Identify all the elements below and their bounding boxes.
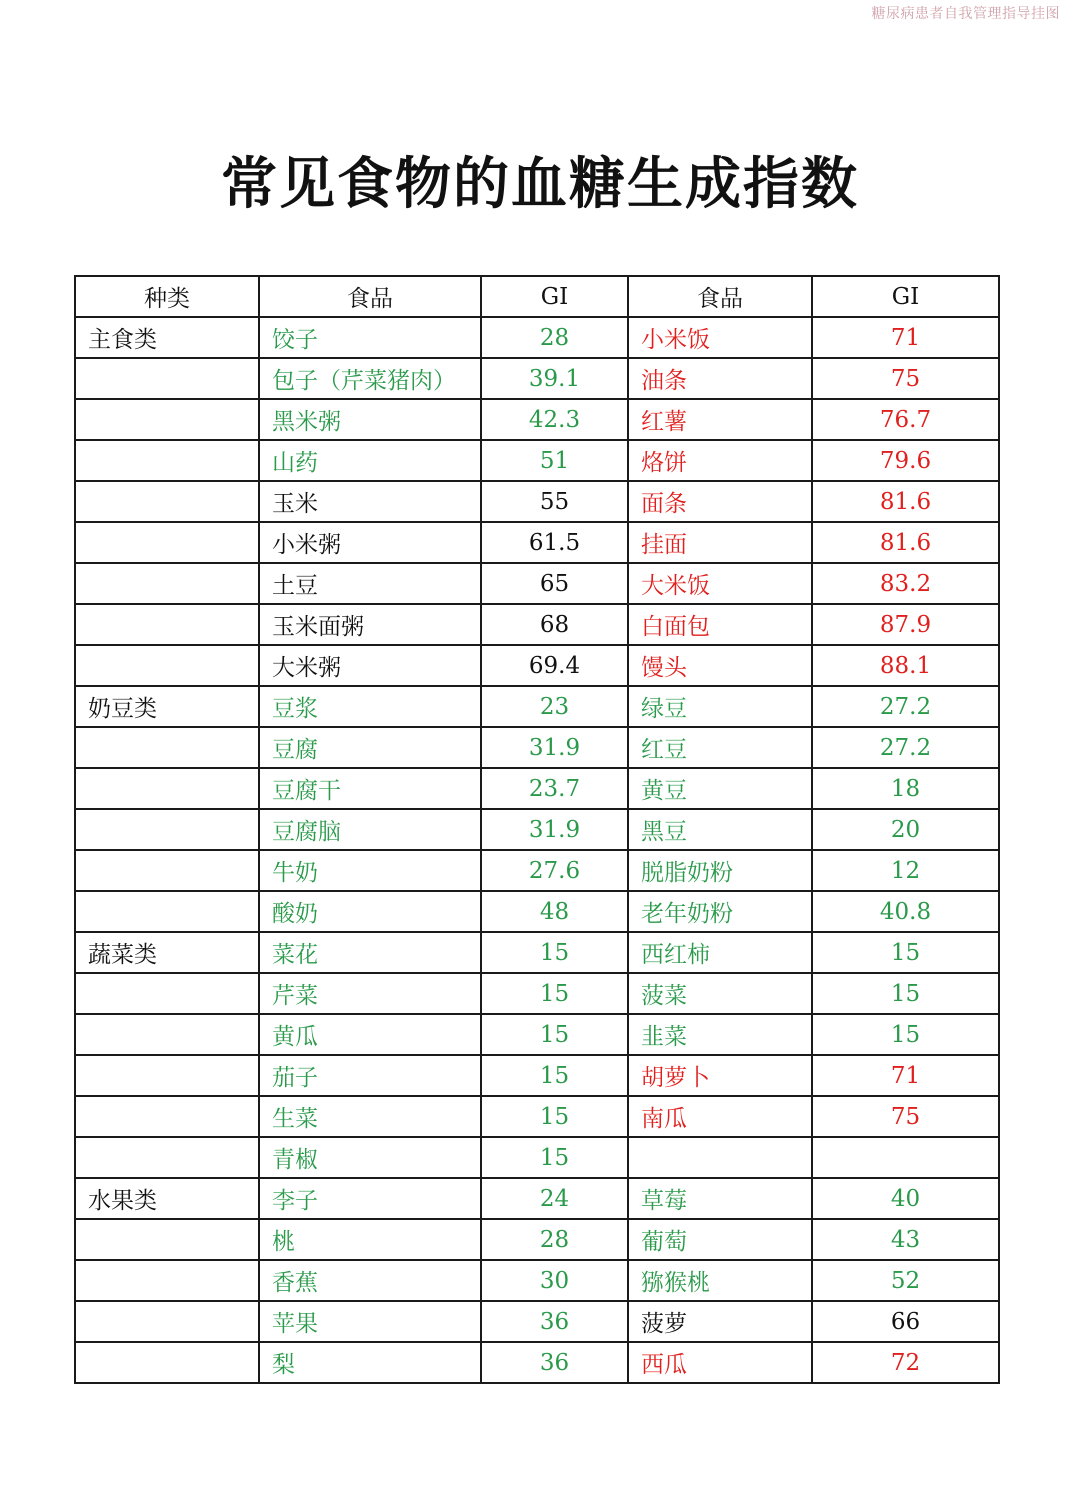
- food-cell: 李子: [259, 1178, 481, 1219]
- table-row: [75, 645, 999, 686]
- gi-value-cell: 20: [812, 809, 999, 850]
- food-cell: 豆腐: [259, 727, 481, 768]
- food-cell: 油条: [628, 358, 812, 399]
- gi-value-cell: 71: [812, 1055, 999, 1096]
- gi-value-cell: 28: [481, 317, 628, 358]
- gi-value-cell: 30: [481, 1260, 628, 1301]
- food-cell: 梨: [259, 1342, 481, 1383]
- gi-value-cell: 43: [812, 1219, 999, 1260]
- food-cell: 菠萝: [628, 1301, 812, 1342]
- gi-value-cell: 27.2: [812, 727, 999, 768]
- category-cell: [75, 399, 259, 440]
- gi-value-cell: 68: [481, 604, 628, 645]
- table-header-row: [75, 276, 999, 317]
- food-cell: 包子（芹菜猪肉）: [259, 358, 481, 399]
- food-cell: 豆腐脑: [259, 809, 481, 850]
- column-header-food-1: 食品: [259, 276, 481, 317]
- gi-value-cell: 24: [481, 1178, 628, 1219]
- gi-value-cell: 23.7: [481, 768, 628, 809]
- category-cell: [75, 563, 259, 604]
- food-cell: 山药: [259, 440, 481, 481]
- category-cell: [75, 1260, 259, 1301]
- food-cell: 挂面: [628, 522, 812, 563]
- gi-value-cell: 81.6: [812, 522, 999, 563]
- food-cell: 老年奶粉: [628, 891, 812, 932]
- food-cell: 西瓜: [628, 1342, 812, 1383]
- food-cell: 脱脂奶粉: [628, 850, 812, 891]
- gi-value-cell: 28: [481, 1219, 628, 1260]
- table-row: [75, 727, 999, 768]
- food-cell: 玉米: [259, 481, 481, 522]
- food-cell: 大米饭: [628, 563, 812, 604]
- column-header-gi-1: GI: [481, 276, 628, 317]
- category-cell: [75, 1014, 259, 1055]
- table-row: [75, 1014, 999, 1055]
- table-row: [75, 1096, 999, 1137]
- category-cell: [75, 1342, 259, 1383]
- food-cell: [628, 1137, 812, 1178]
- table-row: [75, 1260, 999, 1301]
- gi-value-cell: 42.3: [481, 399, 628, 440]
- food-cell: 土豆: [259, 563, 481, 604]
- gi-value-cell: 75: [812, 1096, 999, 1137]
- category-cell: [75, 1219, 259, 1260]
- food-cell: 黄瓜: [259, 1014, 481, 1055]
- table-row: [75, 973, 999, 1014]
- gi-value-cell: 15: [812, 1014, 999, 1055]
- table-row: [75, 522, 999, 563]
- food-cell: 小米粥: [259, 522, 481, 563]
- gi-value-cell: 79.6: [812, 440, 999, 481]
- table-row: [75, 932, 999, 973]
- food-cell: 白面包: [628, 604, 812, 645]
- food-cell: 生菜: [259, 1096, 481, 1137]
- gi-value-cell: 15: [812, 932, 999, 973]
- page-title: 常见食物的血糖生成指数: [221, 152, 859, 217]
- gi-value-cell: 15: [812, 973, 999, 1014]
- gi-value-cell: 12: [812, 850, 999, 891]
- food-cell: 馒头: [628, 645, 812, 686]
- gi-value-cell: 31.9: [481, 809, 628, 850]
- gi-value-cell: 18: [812, 768, 999, 809]
- table-row: [75, 686, 999, 727]
- table-row: [75, 1219, 999, 1260]
- category-cell: [75, 645, 259, 686]
- gi-value-cell: 55: [481, 481, 628, 522]
- food-cell: 桃: [259, 1219, 481, 1260]
- column-header-food-2: 食品: [628, 276, 812, 317]
- food-cell: 西红柿: [628, 932, 812, 973]
- food-cell: 胡萝卜: [628, 1055, 812, 1096]
- gi-value-cell: 23: [481, 686, 628, 727]
- gi-value-cell: 27.6: [481, 850, 628, 891]
- gi-value-cell: 39.1: [481, 358, 628, 399]
- table-row: [75, 358, 999, 399]
- gi-value-cell: 71: [812, 317, 999, 358]
- table-row: [75, 1301, 999, 1342]
- table-row: [75, 563, 999, 604]
- gi-value-cell: 36: [481, 1342, 628, 1383]
- gi-value-cell: 15: [481, 1014, 628, 1055]
- category-cell: 奶豆类: [75, 686, 259, 727]
- gi-value-cell: 31.9: [481, 727, 628, 768]
- food-cell: 苹果: [259, 1301, 481, 1342]
- gi-value-cell: 81.6: [812, 481, 999, 522]
- gi-value-cell: 69.4: [481, 645, 628, 686]
- gi-value-cell: 15: [481, 973, 628, 1014]
- table-row: [75, 440, 999, 481]
- gi-value-cell: 61.5: [481, 522, 628, 563]
- category-cell: [75, 481, 259, 522]
- gi-value-cell: 88.1: [812, 645, 999, 686]
- gi-value-cell: 40.8: [812, 891, 999, 932]
- food-cell: 豆腐干: [259, 768, 481, 809]
- gi-value-cell: 75: [812, 358, 999, 399]
- food-cell: 玉米面粥: [259, 604, 481, 645]
- table-row: [75, 768, 999, 809]
- table-row: [75, 604, 999, 645]
- gi-value-cell: 76.7: [812, 399, 999, 440]
- food-cell: 黄豆: [628, 768, 812, 809]
- category-cell: [75, 973, 259, 1014]
- food-cell: 猕猴桃: [628, 1260, 812, 1301]
- table-row: [75, 481, 999, 522]
- gi-value-cell: 65: [481, 563, 628, 604]
- food-cell: 小米饭: [628, 317, 812, 358]
- gi-value-cell: 15: [481, 1055, 628, 1096]
- category-cell: [75, 440, 259, 481]
- category-cell: [75, 522, 259, 563]
- table-row: [75, 891, 999, 932]
- gi-value-cell: 48: [481, 891, 628, 932]
- category-cell: [75, 1096, 259, 1137]
- category-cell: 蔬菜类: [75, 932, 259, 973]
- food-cell: 豆浆: [259, 686, 481, 727]
- category-cell: [75, 727, 259, 768]
- category-cell: [75, 809, 259, 850]
- food-cell: 红豆: [628, 727, 812, 768]
- food-cell: 绿豆: [628, 686, 812, 727]
- gi-value-cell: [812, 1137, 999, 1178]
- food-cell: 菠菜: [628, 973, 812, 1014]
- column-header-category: 种类: [75, 276, 259, 317]
- gi-table: [74, 275, 1000, 1384]
- table-row: [75, 809, 999, 850]
- gi-value-cell: 27.2: [812, 686, 999, 727]
- gi-value-cell: 40: [812, 1178, 999, 1219]
- food-cell: 饺子: [259, 317, 481, 358]
- table-row: [75, 1055, 999, 1096]
- food-cell: 面条: [628, 481, 812, 522]
- gi-value-cell: 15: [481, 1137, 628, 1178]
- food-cell: 烙饼: [628, 440, 812, 481]
- food-cell: 葡萄: [628, 1219, 812, 1260]
- food-cell: 菜花: [259, 932, 481, 973]
- gi-value-cell: 72: [812, 1342, 999, 1383]
- header-note: 糖尿病患者自我管理指导挂图: [871, 6, 1060, 22]
- gi-value-cell: 36: [481, 1301, 628, 1342]
- food-cell: 黑米粥: [259, 399, 481, 440]
- category-cell: [75, 604, 259, 645]
- food-cell: 酸奶: [259, 891, 481, 932]
- gi-value-cell: 87.9: [812, 604, 999, 645]
- table-row: [75, 1342, 999, 1383]
- table-row: [75, 1137, 999, 1178]
- gi-value-cell: 15: [481, 1096, 628, 1137]
- table-row: [75, 399, 999, 440]
- food-cell: 黑豆: [628, 809, 812, 850]
- food-cell: 香蕉: [259, 1260, 481, 1301]
- gi-value-cell: 15: [481, 932, 628, 973]
- food-cell: 青椒: [259, 1137, 481, 1178]
- gi-value-cell: 51: [481, 440, 628, 481]
- category-cell: [75, 1055, 259, 1096]
- table-row: [75, 850, 999, 891]
- food-cell: 大米粥: [259, 645, 481, 686]
- category-cell: 水果类: [75, 1178, 259, 1219]
- food-cell: 韭菜: [628, 1014, 812, 1055]
- category-cell: [75, 768, 259, 809]
- gi-value-cell: 52: [812, 1260, 999, 1301]
- food-cell: 草莓: [628, 1178, 812, 1219]
- category-cell: [75, 1137, 259, 1178]
- gi-value-cell: 66: [812, 1301, 999, 1342]
- food-cell: 芹菜: [259, 973, 481, 1014]
- food-cell: 南瓜: [628, 1096, 812, 1137]
- food-cell: 牛奶: [259, 850, 481, 891]
- column-header-gi-2: GI: [812, 276, 999, 317]
- food-cell: 红薯: [628, 399, 812, 440]
- table-row: [75, 1178, 999, 1219]
- category-cell: [75, 1301, 259, 1342]
- gi-value-cell: 83.2: [812, 563, 999, 604]
- category-cell: 主食类: [75, 317, 259, 358]
- category-cell: [75, 358, 259, 399]
- category-cell: [75, 891, 259, 932]
- category-cell: [75, 850, 259, 891]
- table-row: [75, 317, 999, 358]
- food-cell: 茄子: [259, 1055, 481, 1096]
